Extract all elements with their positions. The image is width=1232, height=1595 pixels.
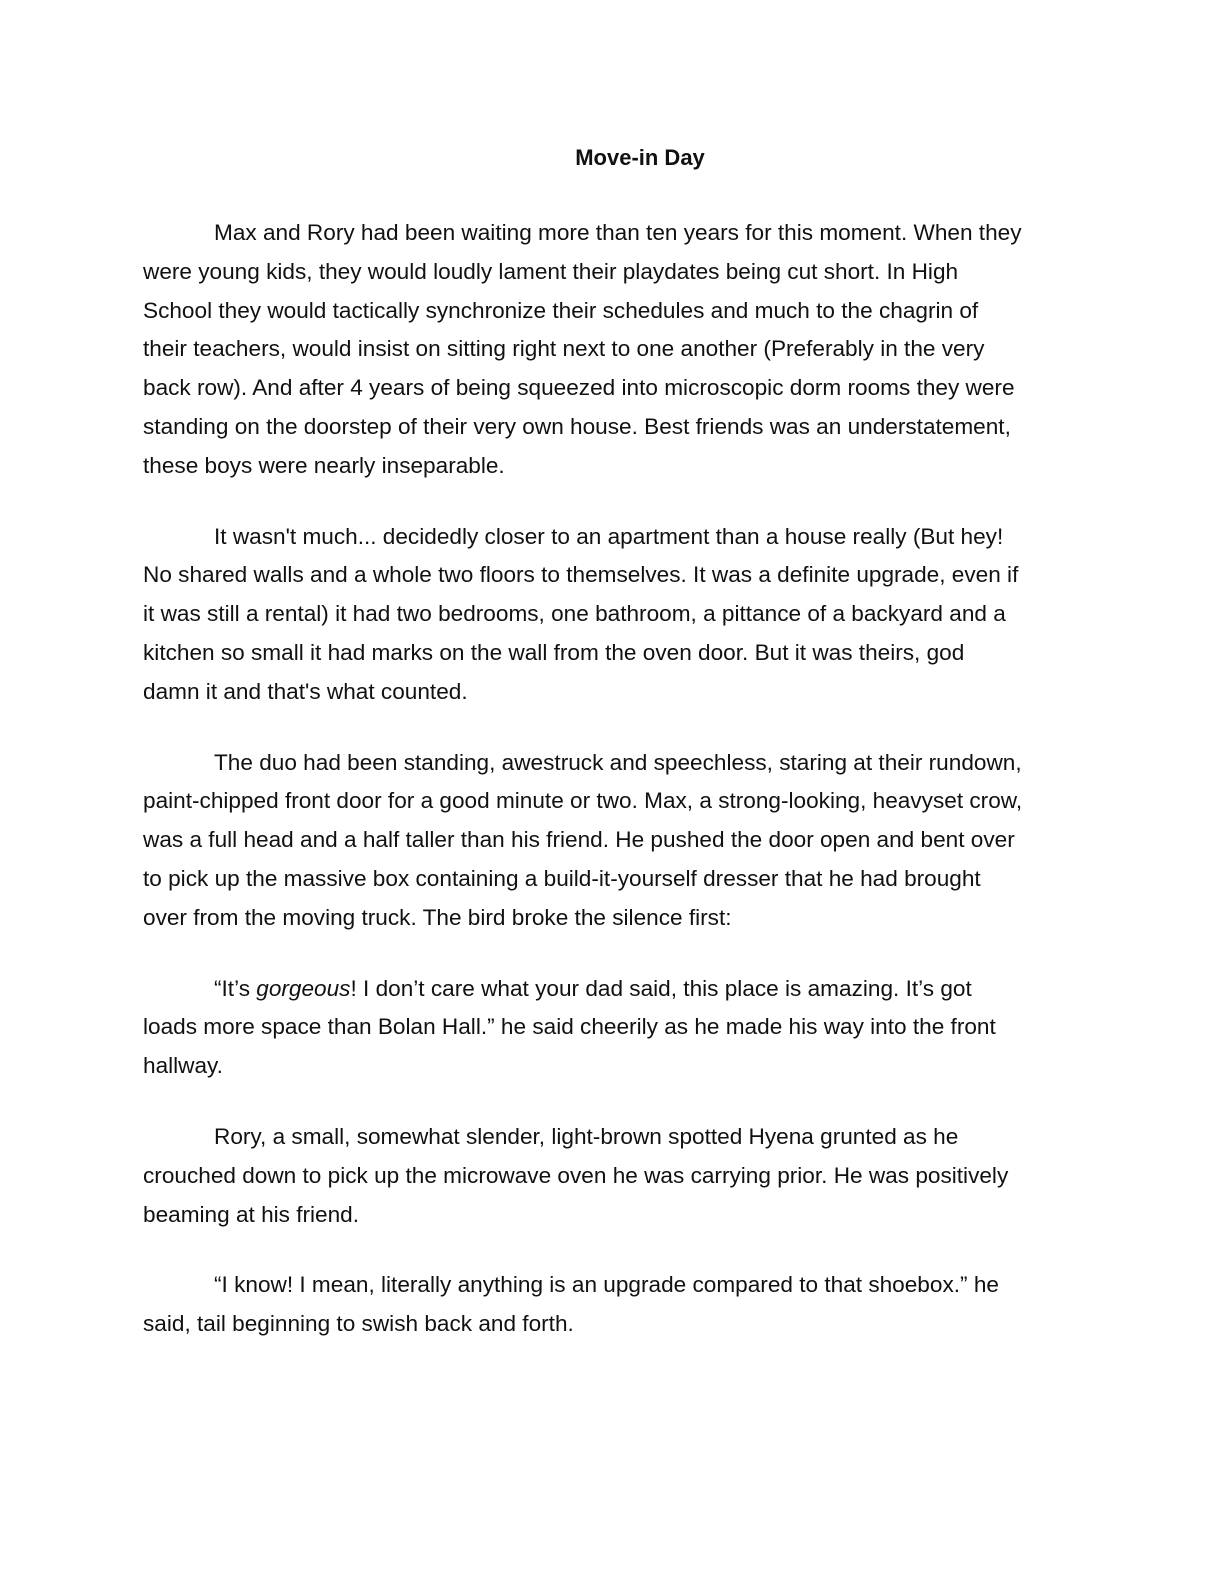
text-line: No shared walls and a whole two floors to themselves. It was a definite upgrade, even if bbox=[143, 562, 1019, 588]
paragraph-1 bbox=[143, 214, 1083, 486]
text-line bbox=[143, 970, 1083, 1009]
paragraph-3 bbox=[143, 744, 1083, 938]
text-line: crouched down to pick up the microwave oven he was carrying prior. He was positively bbox=[143, 1162, 1009, 1188]
text-line: “I know! I mean, literally anything is an upgrade compared to that shoebox.” he bbox=[214, 1272, 999, 1298]
text-line: hallway. bbox=[143, 1053, 223, 1079]
text-line: to pick up the massive box containing a build-it-yourself dresser that he had brought bbox=[143, 865, 981, 891]
text-line: It wasn't much... decidedly closer to an apartment than a house really (But hey! bbox=[214, 523, 1004, 549]
text-line: The duo had been standing, awestruck and speechless, staring at their rundown, bbox=[214, 749, 1022, 775]
text-line: their teachers, would insist on sitting right next to one another (Preferably in the very bbox=[143, 336, 985, 362]
text-run: “It’s bbox=[214, 975, 257, 1001]
text-line: paint-chipped front door for a good minute or two. Max, a strong-looking, heavyset crow, bbox=[143, 788, 1023, 814]
text-line: standing on the doorstep of their very own house. Best friends was an understatement, bbox=[143, 413, 1011, 439]
document-title: Move-in Day bbox=[575, 145, 705, 170]
paragraph-6 bbox=[143, 1266, 1083, 1344]
text-line: Max and Rory had been waiting more than ten years for this moment. When they bbox=[214, 220, 1022, 245]
text-line: Rory, a small, somewhat slender, light-brown spotted Hyena grunted as he bbox=[214, 1123, 959, 1149]
text-line: loads more space than Bolan Hall.” he said cheerily as he made his way into the front bbox=[143, 1014, 996, 1040]
text-run: ! I don’t care what your dad said, this place is amazing. It’s got bbox=[350, 975, 972, 1001]
text-line: these boys were nearly inseparable. bbox=[143, 452, 505, 478]
text-line: back row). And after 4 years of being squeezed into microscopic dorm rooms they were bbox=[143, 375, 1015, 401]
emphasis-text: gorgeous bbox=[256, 975, 351, 1001]
text-line: were young kids, they would loudly lament their playdates being cut short. In High bbox=[143, 258, 959, 284]
paragraph-2 bbox=[143, 518, 1083, 712]
paragraph-5 bbox=[143, 1118, 1083, 1234]
text-line: said, tail beginning to swish back and forth. bbox=[143, 1311, 574, 1337]
text-line: was a full head and a half taller than his friend. He pushed the door open and bent over bbox=[143, 827, 1015, 853]
text-line: School they would tactically synchronize their schedules and much to the chagrin of bbox=[143, 297, 979, 323]
text-line: damn it and that's what counted. bbox=[143, 678, 468, 704]
text-line: kitchen so small it had marks on the wall from the oven door. But it was theirs, god bbox=[143, 639, 965, 665]
text-line: it was still a rental) it had two bedrooms, one bathroom, a pittance of a backyard and a bbox=[143, 601, 1006, 627]
text-line: beaming at his friend. bbox=[143, 1201, 360, 1227]
document-body bbox=[143, 214, 1083, 1376]
text-line: over from the moving truck. The bird broke the silence first: bbox=[143, 904, 732, 930]
paragraph-4 bbox=[143, 970, 1083, 1086]
